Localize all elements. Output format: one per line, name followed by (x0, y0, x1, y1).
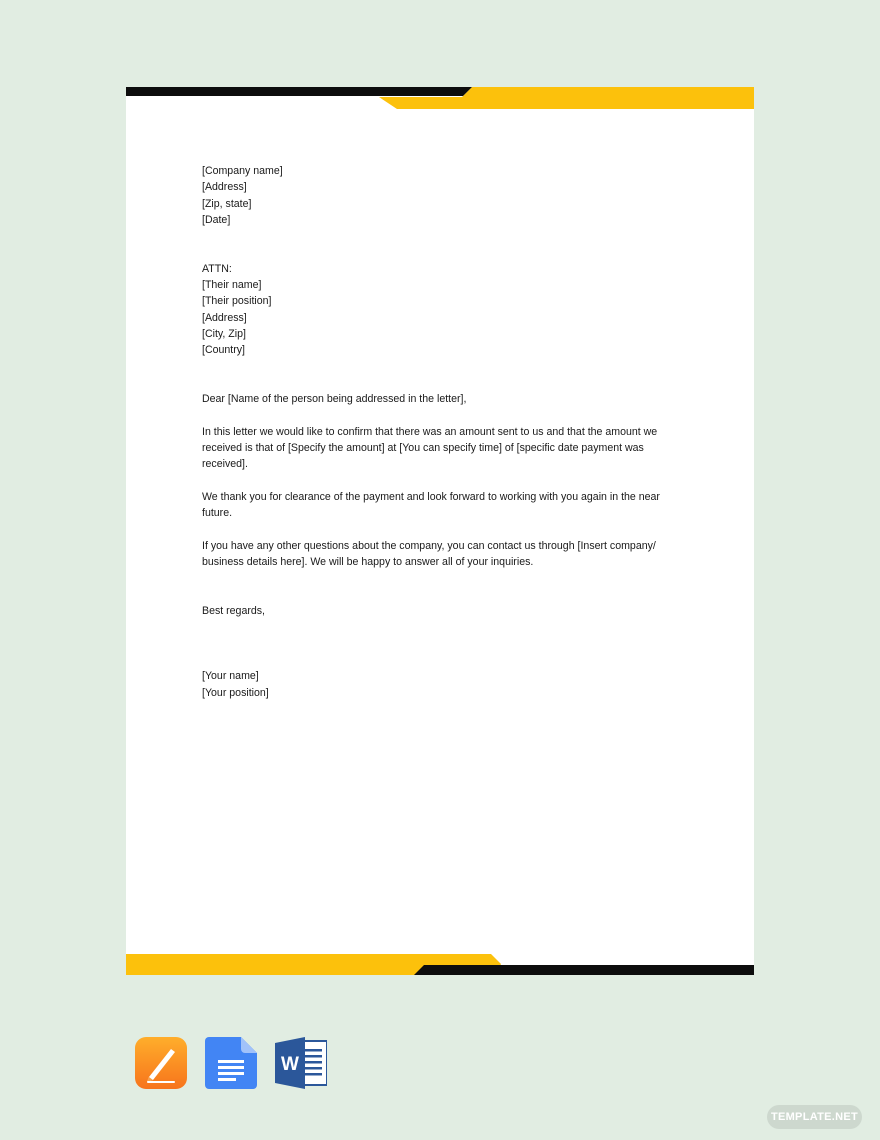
recipient-position: [Their position] (202, 295, 272, 308)
signature-position: [Your position] (202, 686, 269, 699)
body-paragraph: In this letter we would like to confirm that there was an amount sent to us and that the amount we received is that of [Specify the amount] at [You can specify time] of [specific date payment was received]. (202, 425, 658, 471)
letter-body (202, 163, 682, 701)
footer-yellow-band (126, 954, 501, 975)
recipient-country: [Country] (202, 344, 245, 357)
google-docs-icon[interactable] (205, 1037, 257, 1089)
footer-black-band (414, 965, 754, 975)
letter-date: [Date] (202, 213, 231, 226)
signature-name: [Your name] (202, 670, 259, 683)
letter-page (126, 87, 754, 975)
recipient-city-zip: [City, Zip] (202, 327, 246, 340)
salutation: Dear [Name of the person being addressed in the letter], (202, 393, 467, 406)
sender-address: [Address] (202, 181, 247, 194)
recipient-address: [Address] (202, 311, 247, 324)
attn-label: ATTN: (202, 262, 232, 275)
header-black-band (126, 87, 472, 96)
recipient-name: [Their name] (202, 279, 262, 292)
template-net-watermark[interactable]: TEMPLATE.NET (767, 1105, 862, 1129)
body-paragraph: We thank you for clearance of the payment and look forward to working with you again in the near future. (202, 490, 660, 520)
word-icon-letter: W (281, 1054, 299, 1075)
closing: Best regards, (202, 605, 266, 618)
sender-block (202, 163, 682, 228)
sender-zip-state: [Zip, state] (202, 197, 252, 210)
recipient-block (202, 261, 682, 359)
word-icon[interactable] (275, 1037, 327, 1089)
sender-company: [Company name] (202, 165, 283, 177)
pages-icon[interactable] (135, 1037, 187, 1089)
body-paragraph: If you have any other questions about the company, you can contact us through [Insert company/ business details here]. We will be happy to answer all of your inquiries. (202, 539, 656, 569)
footer-yellow-band-fill (126, 964, 501, 975)
header-decoration (126, 87, 754, 111)
